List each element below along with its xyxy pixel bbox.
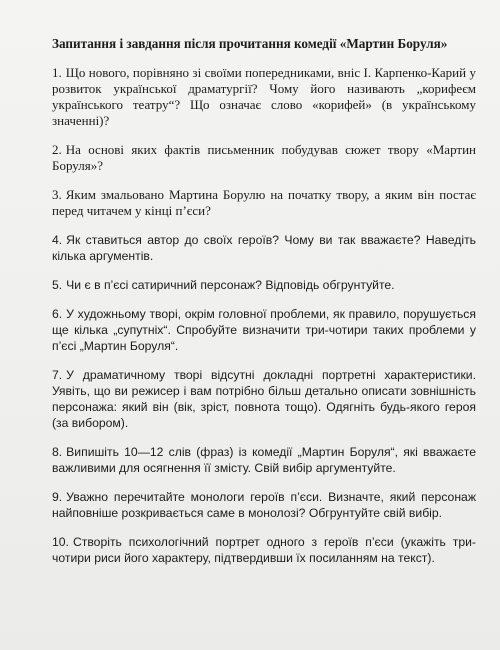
question-text: Випишіть 10—12 слів (фраз) із комедії „Мартин Боруля“, які вважаєте важливими для осягнення її змісту. Свій вибір аргументуйте. — [52, 445, 476, 475]
question-item-8 — [52, 444, 476, 476]
question-item-3 — [52, 187, 476, 219]
question-number: 6. — [52, 307, 63, 321]
question-number: 5. — [52, 278, 63, 292]
question-number: 2. — [52, 142, 62, 157]
question-item-4 — [52, 232, 476, 264]
question-list — [52, 65, 476, 566]
question-text: Яким змальовано Мартина Борулю на початку твору, а яким він постає перед читачем у кінці п’єси? — [52, 187, 476, 218]
question-text: Що нового, порівняно зі своїми попередниками, вніс І. Карпенко-Карий у розвиток української драматургії? Чому його називають „корифеєм українського театру“? Що означає слово «корифей» (в українському значенні)? — [52, 65, 476, 128]
question-text: Як ставиться автор до своїх героїв? Чому ви так вважаєте? Наведіть кілька аргументів. — [52, 233, 476, 263]
question-text: У художньому творі, окрім головної проблеми, як правило, порушується ще кілька „супутніх“. Спробуйте визначити три-чотири таких проблеми у п’єсі „Мартин Боруля“. — [52, 307, 476, 353]
question-text: Створіть психологічний портрет одного з героїв п’єси (укажіть три-чотири риси його характеру, підтвердивши їх посиланням на текст). — [52, 535, 476, 565]
question-text: Уважно перечитайте монологи героїв п’єси. Визначте, який персонаж найповніше розкривається саме в монолозі? Обгрунтуйте свій вибір. — [52, 490, 476, 520]
question-text: У драматичному творі відсутні докладні портретні характеристики. Уявіть, що ви режисер і вам потрібно більш детально описати зовнішність персонажа: який він (вік, зріст, повнота тощо). Одягніть будь-якого героя (за вибором). — [52, 368, 476, 430]
question-item-6 — [52, 306, 476, 354]
question-number: 9. — [52, 490, 63, 504]
question-item-5 — [52, 277, 476, 293]
question-item-9 — [52, 489, 476, 521]
question-number: 3. — [52, 187, 62, 202]
question-item-10 — [52, 534, 476, 566]
question-number: 8. — [52, 445, 63, 459]
question-text: Чи є в п’єсі сатиричний персонаж? Відповідь обгрунтуйте. — [66, 278, 395, 292]
question-number: 4. — [52, 233, 63, 247]
question-text: На основі яких фактів письменник побудував сюжет твору «Мартин Боруля»? — [52, 142, 476, 173]
question-item-7 — [52, 367, 476, 431]
question-number: 1. — [52, 65, 62, 80]
question-item-1 — [52, 65, 476, 129]
question-number: 7. — [52, 368, 63, 382]
document-title: Запитання і завдання після прочитання комедії «Мартин Боруля» — [52, 36, 448, 51]
question-item-2 — [52, 142, 476, 174]
question-number: 10. — [52, 535, 69, 549]
